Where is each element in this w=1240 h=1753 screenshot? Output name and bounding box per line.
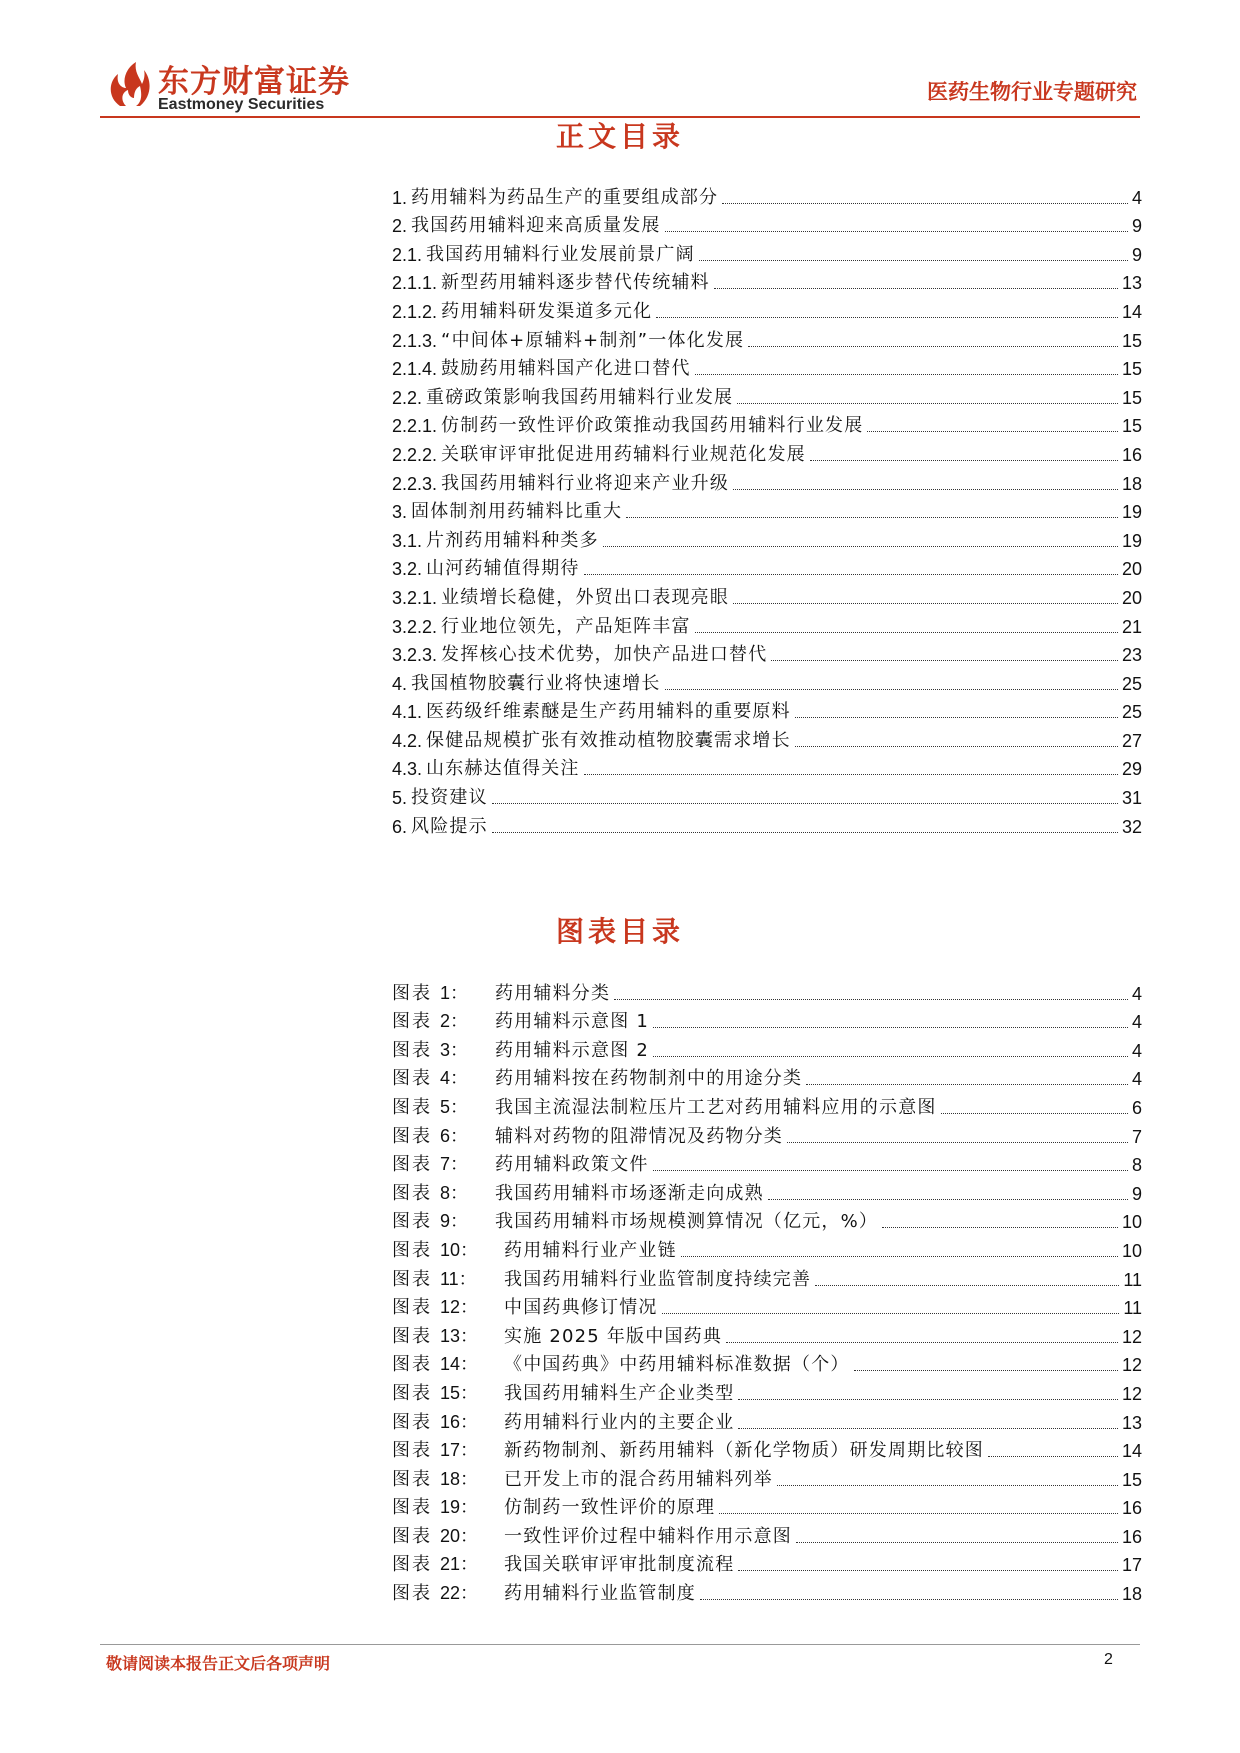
toc-entry[interactable] (392, 294, 1142, 323)
figure-prefix: 图表 (392, 1382, 432, 1404)
figure-entry[interactable] (392, 1176, 1142, 1205)
toc-entry[interactable] (392, 580, 1142, 609)
figure-entry[interactable] (392, 1262, 1142, 1291)
toc-entry-page: 23 (1121, 645, 1142, 666)
toc-entry[interactable] (392, 437, 1142, 466)
figure-entry-title: 中国药典修订情况 (504, 1297, 658, 1319)
figure-entry-page: 4 (1131, 1012, 1142, 1033)
toc-entry-number: 2.2.1. (392, 416, 438, 437)
toc-entry-page: 32 (1121, 816, 1142, 837)
figure-number: 9： (440, 1211, 469, 1232)
toc-entry-number: 2. (392, 216, 408, 237)
toc-entry[interactable] (392, 495, 1142, 524)
figure-entry-page: 12 (1121, 1383, 1142, 1404)
figure-entry-page: 4 (1131, 1040, 1142, 1061)
toc-entry[interactable] (392, 237, 1142, 266)
figure-entry-page: 16 (1121, 1498, 1142, 1519)
toc-entry-number: 6. (392, 816, 408, 837)
toc-entry-page: 20 (1121, 587, 1142, 608)
figure-entry-title: 我国药用辅料市场逐渐走向成熟 (495, 1182, 764, 1204)
toc-entry-title: 保健品规模扩张有效推动植物胶囊需求增长 (426, 729, 791, 751)
toc-entry-number: 2.2.2. (392, 444, 438, 465)
figure-prefix: 图表 (392, 1211, 432, 1233)
figure-number: 1： (440, 982, 469, 1003)
figure-entry[interactable] (392, 1148, 1142, 1177)
figure-entry-label (392, 1439, 504, 1462)
figure-entry-title: 药用辅料行业内的主要企业 (504, 1411, 735, 1433)
figure-entry-page: 12 (1121, 1355, 1142, 1376)
toc-leader-dots (603, 546, 1118, 547)
toc-entry[interactable] (392, 780, 1142, 809)
figure-entry-label (392, 1411, 504, 1434)
toc-entry-number: 3. (392, 502, 408, 523)
toc-entry-page: 15 (1121, 330, 1142, 351)
figure-entry-label (392, 1125, 495, 1148)
figure-entry-title: 药用辅料按在药物制剂中的用途分类 (495, 1068, 803, 1090)
figure-prefix: 图表 (392, 1354, 432, 1376)
toc-entry-page: 18 (1121, 473, 1142, 494)
figure-leader-dots (796, 1542, 1118, 1543)
toc-entry-title: 新型药用辅料逐步替代传统辅料 (441, 272, 710, 294)
figure-number: 11： (440, 1268, 477, 1289)
page-number: 2 (1104, 1651, 1113, 1668)
flame-logo-icon (106, 58, 154, 110)
figure-entry-title: 《中国药典》中药用辅料标准数据（个） (504, 1354, 850, 1376)
figure-entry-page: 8 (1131, 1155, 1142, 1176)
toc-entry-title: 医药级纤维素醚是生产药用辅料的重要原料 (426, 701, 791, 723)
toc-leader-dots (737, 403, 1118, 404)
figure-entry-label (392, 1268, 504, 1291)
toc-entry-page: 31 (1121, 788, 1142, 809)
figure-entry[interactable] (392, 1005, 1142, 1034)
figure-leader-dots (653, 1027, 1128, 1028)
figure-leader-dots (738, 1428, 1118, 1429)
toc-entry-number: 2.2. (392, 387, 423, 408)
toc-leader-dots (665, 231, 1128, 232)
figure-entry[interactable] (392, 1090, 1142, 1119)
figure-entry-title: 仿制药一致性评价的原理 (504, 1497, 716, 1519)
toc-leader-dots (748, 346, 1118, 347)
figure-entry-title: 药用辅料示意图 2 (495, 1039, 649, 1061)
figure-number: 8： (440, 1182, 469, 1203)
figure-entry-title: 新药物制剂、新药用辅料（新化学物质）研发周期比较图 (504, 1440, 984, 1462)
toc-entry-number: 2.1.3. (392, 330, 438, 351)
figure-entry-label (392, 1382, 504, 1405)
figure-prefix: 图表 (392, 1440, 432, 1462)
toc-entry-title: 我国药用辅料行业发展前景广阔 (426, 243, 695, 265)
figure-prefix: 图表 (392, 1583, 432, 1605)
figure-entry-page: 18 (1121, 1584, 1142, 1605)
toc-entry[interactable] (392, 380, 1142, 409)
figure-prefix: 图表 (392, 1468, 432, 1490)
figure-prefix: 图表 (392, 1182, 432, 1204)
figure-entry[interactable] (392, 1376, 1142, 1405)
toc-entry[interactable] (392, 666, 1142, 695)
figure-entry-title: 我国主流湿法制粒压片工艺对药用辅料应用的示意图 (495, 1096, 937, 1118)
toc-entry-title: 业绩增长稳健，外贸出口表现亮眼 (441, 586, 730, 608)
figure-entry-title: 药用辅料示意图 1 (495, 1011, 649, 1033)
logo-chinese-name: 东方财富证券 (158, 64, 350, 100)
figure-entry-page: 14 (1121, 1441, 1142, 1462)
figure-entry-label (392, 1182, 495, 1205)
figure-entry[interactable] (392, 1205, 1142, 1234)
figure-leader-dots (787, 1142, 1128, 1143)
toc-entry-page: 9 (1131, 216, 1142, 237)
toc-leader-dots (695, 632, 1118, 633)
figure-entry[interactable] (392, 1519, 1142, 1548)
toc-entry-page: 15 (1121, 359, 1142, 380)
figure-leader-dots (653, 1056, 1128, 1057)
figure-entry[interactable] (392, 1576, 1142, 1605)
figure-entry[interactable] (392, 1434, 1142, 1463)
figure-number: 5： (440, 1096, 469, 1117)
toc-entry-title: 风险提示 (411, 815, 488, 837)
toc-leader-dots (699, 260, 1128, 261)
toc-entry-page: 20 (1121, 559, 1142, 580)
toc-entry-number: 3.1. (392, 530, 423, 551)
company-logo (106, 58, 366, 118)
figure-prefix: 图表 (392, 1411, 432, 1433)
toc-entry-title: 重磅政策影响我国药用辅料行业发展 (426, 386, 734, 408)
figure-entry-title: 实施 2025 年版中国药典 (504, 1325, 723, 1347)
toc-entry[interactable] (392, 638, 1142, 667)
toc-leader-dots (722, 203, 1128, 204)
toc-entry-title: 片剂药用辅料种类多 (426, 529, 599, 551)
toc-entry[interactable] (392, 523, 1142, 552)
figure-entry-page: 11 (1123, 1269, 1142, 1290)
figure-number: 20： (440, 1525, 479, 1546)
figure-entry-page: 15 (1121, 1469, 1142, 1490)
toc-entry-number: 2.1.2. (392, 301, 438, 322)
figure-leader-dots (854, 1370, 1118, 1371)
toc-entry-number: 4.1. (392, 702, 423, 723)
figure-entry[interactable] (392, 1319, 1142, 1348)
figure-leader-dots (726, 1342, 1118, 1343)
figure-entry-label (392, 1325, 504, 1348)
toc-leader-dots (733, 489, 1118, 490)
figure-entry-page: 6 (1131, 1097, 1142, 1118)
toc-leader-dots (492, 832, 1118, 833)
toc-entry-title: 我国药用辅料行业将迎来产业升级 (441, 472, 730, 494)
figure-entry-label (392, 1496, 504, 1519)
figure-entry[interactable] (392, 1119, 1142, 1148)
figure-number: 16： (440, 1411, 479, 1432)
toc-entry-number: 2.2.3. (392, 473, 438, 494)
toc-entry[interactable] (392, 552, 1142, 581)
figure-leader-dots (768, 1199, 1128, 1200)
figure-entry-label (392, 1553, 504, 1576)
toc-entry[interactable] (392, 209, 1142, 238)
toc-leader-dots (733, 603, 1118, 604)
figure-entry-label (392, 1239, 504, 1262)
figure-entry-label (392, 1067, 495, 1090)
figure-leader-dots (700, 1599, 1118, 1600)
toc-title: 正文目录 (555, 120, 684, 153)
figure-prefix: 图表 (392, 1039, 432, 1061)
toc-leader-dots (695, 374, 1118, 375)
toc-entry-title: 药用辅料研发渠道多元化 (441, 300, 653, 322)
toc-leader-dots (771, 660, 1118, 661)
figure-prefix: 图表 (392, 1125, 432, 1147)
figure-entry-title: 药用辅料分类 (495, 982, 611, 1004)
figure-number: 15： (440, 1382, 479, 1403)
figure-leader-dots (738, 1399, 1118, 1400)
toc-entry[interactable] (392, 752, 1142, 781)
figure-entry-title: 我国药用辅料行业监管制度持续完善 (504, 1268, 812, 1290)
figure-number: 2： (440, 1011, 469, 1032)
figure-leader-dots (777, 1485, 1118, 1486)
figure-prefix: 图表 (392, 1554, 432, 1576)
toc-list (392, 180, 1142, 838)
figure-entry-page: 17 (1121, 1555, 1142, 1576)
toc-entry-title: “中间体+原辅料+制剂”一体化发展 (441, 329, 745, 351)
toc-entry-title: 仿制药一致性评价政策推动我国药用辅料行业发展 (441, 415, 864, 437)
toc-entry-title: 我国植物胶囊行业将快速增长 (411, 672, 661, 694)
figure-entry[interactable] (392, 1033, 1142, 1062)
toc-entry-title: 固体制剂用药辅料比重大 (411, 501, 623, 523)
figure-entry[interactable] (392, 1548, 1142, 1577)
report-type: 医药生物行业专题研究 (927, 80, 1137, 104)
toc-entry-number: 3.2.3. (392, 645, 438, 666)
figure-leader-dots (653, 1170, 1128, 1171)
toc-leader-dots (665, 689, 1118, 690)
toc-entry-page: 13 (1121, 273, 1142, 294)
toc-entry-number: 5. (392, 788, 408, 809)
logo-english-name: Eastmoney Securities (158, 96, 325, 113)
figure-number: 6： (440, 1125, 469, 1146)
figure-entry-page: 13 (1121, 1412, 1142, 1433)
toc-leader-dots (584, 574, 1118, 575)
toc-leader-dots (656, 317, 1118, 318)
toc-entry-page: 15 (1121, 387, 1142, 408)
figure-entry-label (392, 1096, 495, 1119)
toc-leader-dots (584, 774, 1118, 775)
toc-entry-title: 鼓励药用辅料国产化进口替代 (441, 358, 691, 380)
figure-prefix: 图表 (392, 1068, 432, 1090)
figure-entry-label (392, 1468, 504, 1491)
figure-leader-dots (988, 1456, 1118, 1457)
figure-entry-title: 药用辅料政策文件 (495, 1154, 649, 1176)
toc-entry-number: 3.2. (392, 559, 423, 580)
figure-leader-dots (738, 1570, 1118, 1571)
toc-entry[interactable] (392, 695, 1142, 724)
toc-entry[interactable] (392, 180, 1142, 209)
figure-leader-dots (806, 1084, 1128, 1085)
figure-entry-title: 我国药用辅料市场规模测算情况（亿元，%） (495, 1211, 879, 1233)
figure-number: 3： (440, 1039, 469, 1060)
toc-entry-page: 4 (1131, 187, 1142, 208)
toc-entry-title: 行业地位领先，产品矩阵丰富 (441, 615, 691, 637)
toc-entry[interactable] (392, 323, 1142, 352)
figure-entry-title: 药用辅料行业产业链 (504, 1239, 677, 1261)
figure-entry-page: 10 (1121, 1212, 1142, 1233)
figure-entry[interactable] (392, 1291, 1142, 1320)
figure-entry-label (392, 1296, 504, 1319)
toc-leader-dots (492, 803, 1118, 804)
figure-number: 4： (440, 1068, 469, 1089)
toc-entry[interactable] (392, 409, 1142, 438)
toc-entry[interactable] (392, 609, 1142, 638)
toc-entry-page: 15 (1121, 416, 1142, 437)
figure-number: 10： (440, 1239, 479, 1260)
toc-entry[interactable] (392, 266, 1142, 295)
figure-number: 17： (440, 1440, 479, 1461)
figure-entry-page: 10 (1121, 1240, 1142, 1261)
figure-entry-label (392, 1210, 495, 1233)
figure-entry-page: 11 (1123, 1298, 1142, 1319)
figure-entry-page: 7 (1131, 1126, 1142, 1147)
figure-entry-title: 已开发上市的混合药用辅料列举 (504, 1468, 773, 1490)
figure-prefix: 图表 (392, 1497, 432, 1519)
figure-entry-label (392, 982, 495, 1005)
figure-number: 14： (440, 1354, 479, 1375)
figure-entry[interactable] (392, 976, 1142, 1005)
toc-entry-number: 2.1.1. (392, 273, 438, 294)
toc-entry-number: 4.3. (392, 759, 423, 780)
figure-entry-title: 药用辅料行业监管制度 (504, 1583, 696, 1605)
toc-entry-title: 发挥核心技术优势，加快产品进口替代 (441, 644, 768, 666)
toc-entry-page: 9 (1131, 244, 1142, 265)
figure-list (392, 976, 1142, 1605)
figure-prefix: 图表 (392, 1239, 432, 1261)
figure-entry-label (392, 1010, 495, 1033)
toc-entry-title: 山东赫达值得关注 (426, 758, 580, 780)
figure-entry-page: 4 (1131, 983, 1142, 1004)
figure-entry[interactable] (392, 1348, 1142, 1377)
toc-entry-number: 2.1.4. (392, 359, 438, 380)
figure-list-title: 图表目录 (555, 915, 684, 948)
toc-entry-title: 关联审评审批促进用药辅料行业规范化发展 (441, 443, 806, 465)
figure-prefix: 图表 (392, 1268, 432, 1290)
toc-entry[interactable] (392, 809, 1142, 838)
figure-entry-page: 16 (1121, 1526, 1142, 1547)
figure-entry[interactable] (392, 1491, 1142, 1520)
figure-entry-label (392, 1582, 504, 1605)
toc-entry[interactable] (392, 723, 1142, 752)
toc-entry-page: 14 (1121, 301, 1142, 322)
toc-entry[interactable] (392, 352, 1142, 381)
figure-number: 13： (440, 1325, 479, 1346)
toc-entry-number: 1. (392, 187, 408, 208)
figure-prefix: 图表 (392, 1096, 432, 1118)
figure-number: 7： (440, 1154, 469, 1175)
toc-entry-number: 4.2. (392, 730, 423, 751)
figure-leader-dots (882, 1227, 1118, 1228)
toc-entry-title: 药用辅料为药品生产的重要组成部分 (411, 186, 719, 208)
toc-entry-page: 19 (1121, 530, 1142, 551)
figure-entry[interactable] (392, 1233, 1142, 1262)
toc-entry-page: 25 (1121, 673, 1142, 694)
figure-prefix: 图表 (392, 1325, 432, 1347)
figure-entry-label (392, 1039, 495, 1062)
figure-number: 18： (440, 1468, 479, 1489)
toc-entry-number: 3.2.2. (392, 616, 438, 637)
footer-divider (100, 1644, 1140, 1645)
figure-entry-label (392, 1153, 495, 1176)
figure-entry-title: 一致性评价过程中辅料作用示意图 (504, 1525, 792, 1547)
toc-leader-dots (626, 517, 1118, 518)
figure-leader-dots (614, 999, 1128, 1000)
toc-entry-number: 2.1. (392, 244, 423, 265)
toc-entry-page: 19 (1121, 502, 1142, 523)
toc-entry-page: 16 (1121, 444, 1142, 465)
figure-prefix: 图表 (392, 1154, 432, 1176)
toc-leader-dots (714, 288, 1118, 289)
figure-number: 22： (440, 1583, 479, 1604)
figure-entry-label (392, 1353, 504, 1376)
toc-entry-title: 我国药用辅料迎来高质量发展 (411, 215, 661, 237)
figure-prefix: 图表 (392, 982, 432, 1004)
toc-entry-page: 25 (1121, 702, 1142, 723)
figure-number: 19： (440, 1497, 479, 1518)
figure-entry-title: 我国药用辅料生产企业类型 (504, 1382, 735, 1404)
figure-prefix: 图表 (392, 1011, 432, 1033)
figure-leader-dots (815, 1285, 1119, 1286)
figure-number: 21： (440, 1554, 479, 1575)
figure-leader-dots (941, 1113, 1128, 1114)
figure-prefix: 图表 (392, 1297, 432, 1319)
toc-entry-page: 27 (1121, 730, 1142, 751)
figure-prefix: 图表 (392, 1525, 432, 1547)
figure-entry-title: 我国关联审评审批制度流程 (504, 1554, 735, 1576)
figure-leader-dots (662, 1313, 1120, 1314)
toc-entry-title: 山河药辅值得期待 (426, 558, 580, 580)
footer-disclaimer: 敬请阅读本报告正文后各项声明 (106, 1654, 331, 1673)
figure-leader-dots (719, 1513, 1118, 1514)
figure-entry[interactable] (392, 1062, 1142, 1091)
toc-entry-page: 21 (1121, 616, 1142, 637)
figure-entry-label (392, 1525, 504, 1548)
figure-entry[interactable] (392, 1462, 1142, 1491)
figure-entry-page: 4 (1131, 1069, 1142, 1090)
figure-entry-title: 辅料对药物的阻滞情况及药物分类 (495, 1125, 783, 1147)
toc-entry[interactable] (392, 466, 1142, 495)
figure-entry[interactable] (392, 1405, 1142, 1434)
toc-leader-dots (810, 460, 1118, 461)
toc-entry-page: 29 (1121, 759, 1142, 780)
figure-number: 12： (440, 1297, 479, 1318)
toc-leader-dots (867, 431, 1118, 432)
toc-leader-dots (795, 717, 1118, 718)
toc-entry-number: 3.2.1. (392, 587, 438, 608)
figure-entry-page: 9 (1131, 1183, 1142, 1204)
toc-entry-number: 4. (392, 673, 408, 694)
figure-leader-dots (681, 1256, 1118, 1257)
toc-leader-dots (795, 746, 1118, 747)
figure-entry-page: 12 (1121, 1326, 1142, 1347)
toc-entry-title: 投资建议 (411, 787, 488, 809)
